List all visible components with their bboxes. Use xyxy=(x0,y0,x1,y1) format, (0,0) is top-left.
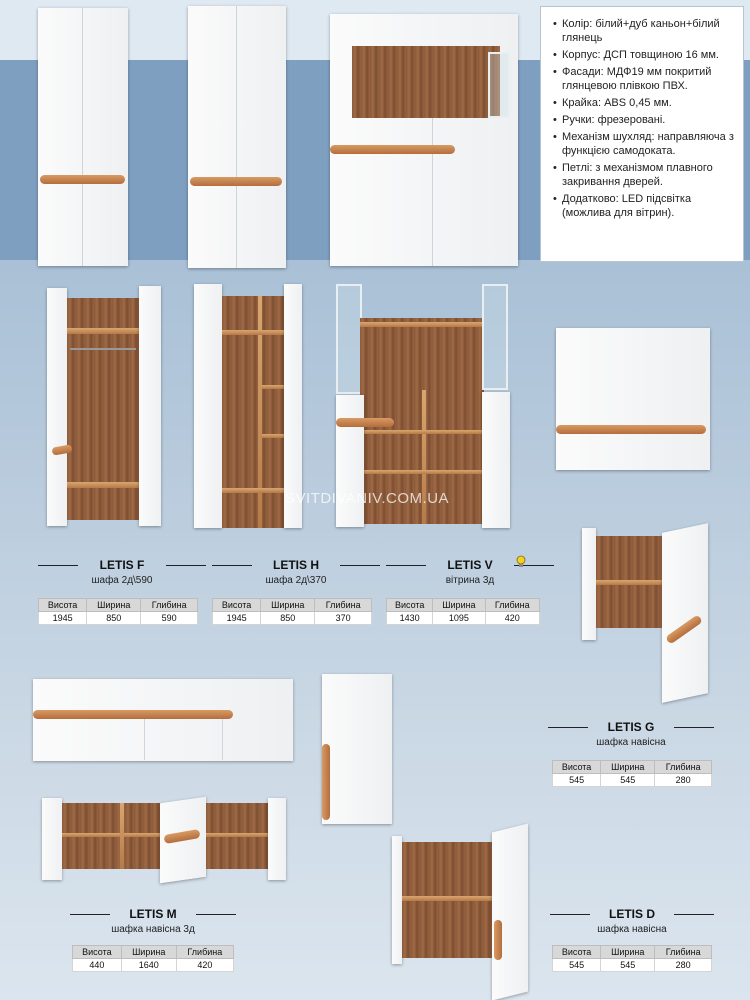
spec-item: • Ручки: фрезеровані. xyxy=(553,113,735,127)
dim-width: 1095 xyxy=(433,612,485,625)
dim-header: Ширина xyxy=(121,946,176,959)
model-name: LETIS G xyxy=(607,720,655,734)
dim-height: 1430 xyxy=(387,612,433,625)
dim-header: Ширина xyxy=(261,599,315,612)
model-description: шафка навісна 3д xyxy=(111,924,195,935)
dim-header: Глибина xyxy=(315,599,372,612)
model-name: LETIS F xyxy=(99,558,145,572)
model-label-letis-h xyxy=(212,558,380,586)
dim-header: Висота xyxy=(73,946,122,959)
model-name: LETIS H xyxy=(272,558,319,572)
dim-header: Висота xyxy=(553,761,601,774)
spec-item: • Додатково: LED підсвітка (можлива для вітрин). xyxy=(553,192,735,220)
spec-item: • Корпус: ДСП товщиною 16 мм. xyxy=(553,48,735,62)
model-description: шафа 2д\590 xyxy=(91,575,153,586)
dimensions-table-letis-d xyxy=(552,945,712,972)
model-description: шафа 2д\370 xyxy=(265,575,327,586)
dim-header: Глибина xyxy=(176,946,233,959)
spec-item: • Колір: білий+дуб каньон+білий глянець xyxy=(553,17,735,45)
spec-item: • Фасади: МДФ19 мм покритий глянцевою плівкою ПВХ. xyxy=(553,65,735,93)
model-description: шафка навісна xyxy=(597,924,667,935)
model-description: шафка навісна xyxy=(596,737,666,748)
model-label-letis-m xyxy=(70,907,236,935)
dim-depth: 280 xyxy=(655,959,712,972)
dimensions-table-letis-v xyxy=(386,598,540,625)
spec-item: • Механізм шухляд: направляюча з функцією самодоката. xyxy=(553,130,735,158)
dim-depth: 420 xyxy=(176,959,233,972)
dim-header: Глибина xyxy=(485,599,539,612)
watermark: SVITDIVANIV.COM.UA xyxy=(285,490,450,507)
dim-header: Ширина xyxy=(601,761,655,774)
dimensions-table-letis-g xyxy=(552,760,712,787)
dim-height: 545 xyxy=(553,774,601,787)
model-label-letis-g xyxy=(548,720,714,748)
dim-width: 850 xyxy=(87,612,141,625)
dimensions-table-letis-f xyxy=(38,598,198,625)
dim-header: Ширина xyxy=(87,599,141,612)
model-name: LETIS V xyxy=(447,558,493,572)
dim-header: Висота xyxy=(39,599,87,612)
dim-header: Висота xyxy=(553,946,601,959)
dim-depth: 370 xyxy=(315,612,372,625)
model-label-letis-d xyxy=(550,907,714,935)
dim-header: Висота xyxy=(387,599,433,612)
specs-list xyxy=(553,17,735,220)
spec-item: • Крайка: ABS 0,45 мм. xyxy=(553,96,735,110)
dim-width: 545 xyxy=(601,959,655,972)
dim-header: Глибина xyxy=(655,946,712,959)
dim-header: Ширина xyxy=(433,599,485,612)
dim-header: Висота xyxy=(213,599,261,612)
model-name: LETIS M xyxy=(129,907,177,921)
dim-height: 1945 xyxy=(213,612,261,625)
specs-panel xyxy=(540,6,744,262)
dim-width: 545 xyxy=(601,774,655,787)
dim-height: 545 xyxy=(553,959,601,972)
dim-depth: 590 xyxy=(141,612,198,625)
dim-height: 1945 xyxy=(39,612,87,625)
model-label-letis-v xyxy=(386,558,554,586)
dim-header: Ширина xyxy=(601,946,655,959)
dim-depth: 280 xyxy=(655,774,712,787)
model-name: LETIS D xyxy=(608,907,655,921)
dimensions-table-letis-m xyxy=(72,945,234,972)
dimensions-table-letis-h xyxy=(212,598,372,625)
dim-width: 1640 xyxy=(121,959,176,972)
dim-header: Глибина xyxy=(141,599,198,612)
model-label-letis-f xyxy=(38,558,206,586)
spec-item: • Петлі: з механізмом плавного закривання дверей. xyxy=(553,161,735,189)
dim-header: Глибина xyxy=(655,761,712,774)
dim-depth: 420 xyxy=(485,612,539,625)
lightbulb-icon xyxy=(515,555,527,569)
dim-height: 440 xyxy=(73,959,122,972)
model-description: вітрина 3д xyxy=(445,575,495,586)
dim-width: 850 xyxy=(261,612,315,625)
